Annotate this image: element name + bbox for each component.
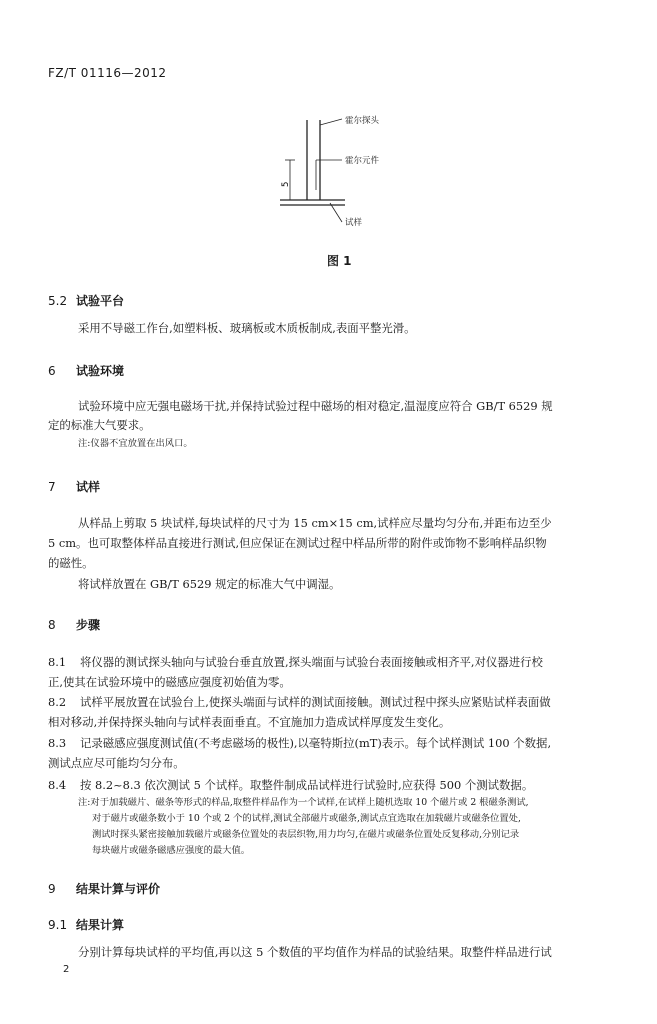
section-number: 8 xyxy=(48,618,56,632)
step-8-1-line-2: 正,使其在试验环境中的磁感应强度初始值为零。 xyxy=(48,675,291,689)
step-8-4-number: 8.4 xyxy=(48,778,67,792)
section-7-conditioning: 将试样放置在 GB/T 6529 规定的标准大气中调湿。 xyxy=(78,577,341,591)
section-5-2-heading xyxy=(48,292,124,309)
dimension-label: 5 xyxy=(281,181,291,187)
section-8-note-line-2: 对于磁片或磁条数小于 10 个或 2 个的试样,测试全部磁片或磁条,测试点宜选取在加载磁片或磁条位置处, xyxy=(92,813,521,824)
section-8-note-line-3: 测试时探头紧密接触加载磁片或磁条位置处的表层织物,用力均匀,在磁片或磁条位置处反复移动,分别记录 xyxy=(92,829,520,840)
section-8-note-line-4: 每块磁片或磁条磁感应强度的最大值。 xyxy=(92,845,251,856)
leader-probe xyxy=(320,119,342,125)
step-8-2-line-2: 相对移动,并保持探头轴向与试样表面垂直。不宜施加力造成试样厚度发生变化。 xyxy=(48,715,451,729)
section-number: 5.2 xyxy=(48,294,68,308)
step-8-3-line-1: 记录磁感应强度测试值(不考虑磁场的极性),以毫特斯拉(mT)表示。每个试样测试 100 个数据, xyxy=(80,736,552,750)
section-title: 试验环境 xyxy=(76,364,125,378)
section-6-heading xyxy=(48,362,124,379)
label-hall-probe: 霍尔探头 xyxy=(345,116,380,126)
page-number: 2 xyxy=(63,964,70,975)
label-hall-element: 霍尔元件 xyxy=(345,156,380,166)
step-8-2-line-1: 试样平展放置在试验台上,使探头端面与试样的测试面接触。测试过程中探头应紧贴试样表面做 xyxy=(80,695,551,709)
section-6-note: 注:仪器不宜放置在出风口。 xyxy=(78,438,193,449)
section-number: 7 xyxy=(48,480,56,494)
section-title: 结果计算 xyxy=(76,918,125,932)
step-8-1-line-1: 将仪器的测试探头轴向与试验台垂直放置,探头端面与试验台表面接触或相齐平,对仪器进行校 xyxy=(80,655,543,669)
section-title: 试样 xyxy=(76,480,101,494)
section-7-line-3: 的磁性。 xyxy=(48,556,94,570)
section-7-line-2: 5 cm。也可取整体样品直接进行测试,但应保证在测试过程中样品所带的附件或饰物不影响样品织物 xyxy=(48,536,547,550)
section-title: 试验平台 xyxy=(76,294,125,308)
step-8-4-line-1: 按 8.2~8.3 依次测试 5 个试样。取整件制成品试样进行试验时,应获得 500 个测试数据。 xyxy=(80,778,534,792)
section-number: 6 xyxy=(48,364,56,378)
leader-sample xyxy=(330,203,342,222)
step-8-3-line-2: 测试点应尽可能均匀分布。 xyxy=(48,756,185,770)
section-6-line-1: 试验环境中应无强电磁场干扰,并保持试验过程中磁场的相对稳定,温湿度应符合 GB/T 6529 规 xyxy=(78,399,553,413)
section-9-heading xyxy=(48,880,160,897)
section-title: 结果计算与评价 xyxy=(76,882,161,896)
section-title: 步骤 xyxy=(76,618,101,632)
step-8-3-number: 8.3 xyxy=(48,736,67,750)
section-8-note-line-1: 注:对于加载磁片、磁条等形式的样品,取整件样品作为一个试样,在试样上随机选取 10 个磁片或 2 根磁条测试, xyxy=(78,797,529,808)
section-9-1-heading xyxy=(48,916,124,933)
section-9-1-text: 分别计算每块试样的平均值,再以这 5 个数值的平均值作为样品的试验结果。取整件样品进行试 xyxy=(78,945,552,959)
label-sample: 试样 xyxy=(345,218,363,228)
section-7-line-1: 从样品上剪取 5 块试样,每块试样的尺寸为 15 cm×15 cm,试样应尽量均匀分布,并距布边至少 xyxy=(78,516,552,530)
section-7-heading xyxy=(48,478,100,495)
step-8-2-number: 8.2 xyxy=(48,695,67,709)
figure-caption: 图 1 xyxy=(327,254,352,268)
step-8-1-number: 8.1 xyxy=(48,655,67,669)
section-6-line-2: 定的标准大气要求。 xyxy=(48,418,151,432)
section-number: 9 xyxy=(48,882,56,896)
section-number: 9.1 xyxy=(48,918,68,932)
standard-code: FZ/T 01116—2012 xyxy=(48,66,167,80)
section-8-heading xyxy=(48,616,100,633)
section-5-2-text: 采用不导磁工作台,如塑料板、玻璃板或木质板制成,表面平整光滑。 xyxy=(78,321,416,335)
